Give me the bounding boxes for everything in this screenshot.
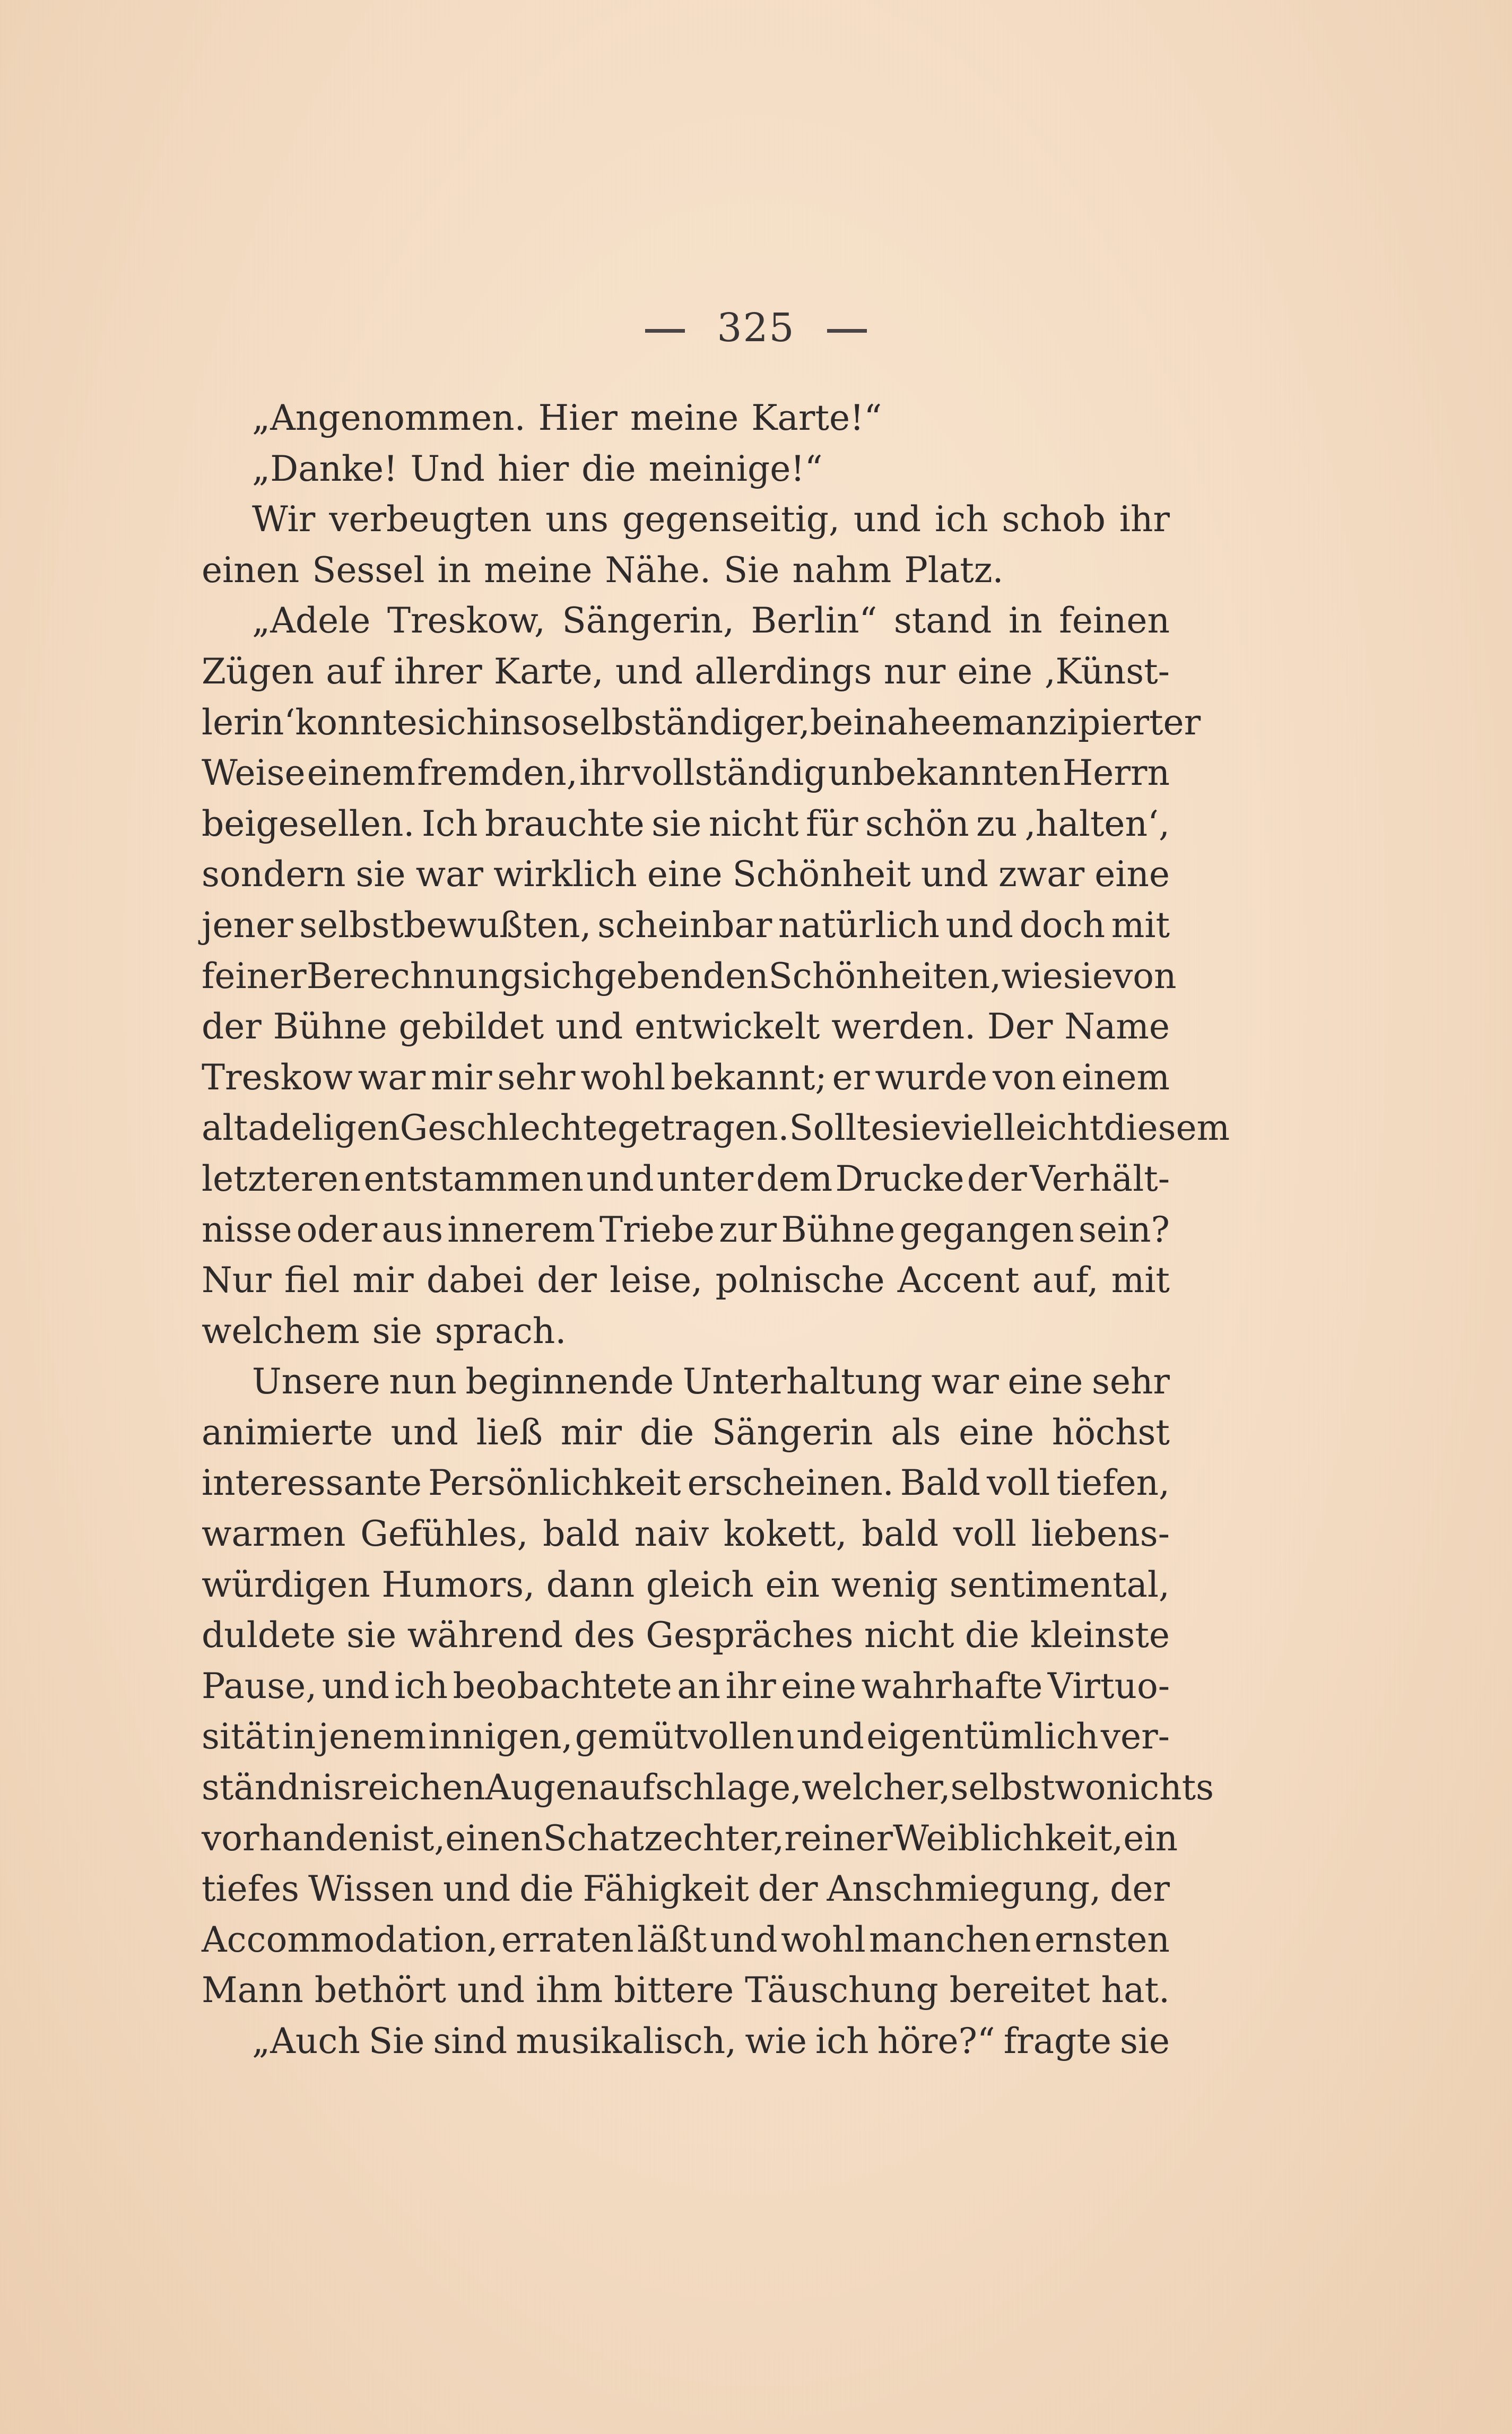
word: ihm — [536, 1970, 603, 2011]
word: des — [573, 1615, 635, 1656]
text-line — [202, 1306, 1170, 1357]
word: Weise — [202, 752, 306, 794]
word: war — [358, 1056, 426, 1098]
word: duldete — [202, 1615, 336, 1656]
word: beginnende — [465, 1361, 674, 1402]
word: in — [437, 549, 472, 591]
word: in — [1009, 600, 1042, 642]
word: nichts — [1106, 1767, 1214, 1808]
word: ein — [1123, 1817, 1178, 1859]
word: sehr — [497, 1056, 576, 1098]
word: zur — [719, 1209, 777, 1250]
text-line — [202, 1407, 1170, 1458]
word: sind — [433, 2021, 508, 2061]
word: sein? — [1078, 1209, 1170, 1250]
text-line — [202, 951, 1177, 1002]
word: sich — [417, 701, 489, 743]
word: Sie — [368, 2021, 425, 2061]
word: Persönlichkeit — [428, 1462, 681, 1504]
word: ständnisreichen — [202, 1767, 485, 1808]
word: scheinbar — [597, 904, 772, 946]
word: eine — [647, 854, 723, 895]
text-line — [202, 444, 1170, 495]
word: Karte, — [493, 651, 604, 692]
text-line — [202, 1661, 1170, 1712]
word: Accommodation, — [202, 1919, 498, 1960]
word: auf — [326, 651, 383, 692]
text-line — [202, 646, 1170, 697]
word: wirklich — [493, 854, 637, 895]
word: dabei — [426, 1260, 524, 1301]
word: ernsten — [1034, 1919, 1170, 1960]
word: vorhanden — [202, 1817, 391, 1859]
text-line — [202, 1458, 1170, 1509]
text-line — [202, 1864, 1170, 1915]
word: jener — [202, 904, 293, 946]
text-line — [202, 1001, 1170, 1052]
word: er — [832, 1056, 870, 1098]
word: bittere — [614, 1970, 734, 2011]
word: hat. — [1101, 1970, 1170, 2011]
word: beigesellen. — [202, 803, 415, 844]
text-line — [202, 1711, 1170, 1762]
word: Sie — [724, 549, 780, 591]
word: unbekannten — [828, 752, 1061, 794]
word: höre?“ — [877, 2021, 995, 2061]
word: „Auch — [252, 2021, 360, 2061]
text-line — [202, 545, 1170, 596]
text-line — [202, 1915, 1170, 1965]
word: fremden, — [417, 752, 578, 794]
word: würdigen — [202, 1564, 370, 1605]
word: „Adele — [252, 600, 371, 642]
word: Name — [1064, 1006, 1170, 1047]
word: ‚Künst- — [1044, 651, 1170, 692]
word: ver- — [1100, 1716, 1170, 1757]
word: hier — [497, 448, 569, 489]
word: wahrhafte — [861, 1665, 1043, 1707]
word: Virtuo- — [1047, 1665, 1170, 1707]
word: der — [202, 1006, 262, 1047]
word: tiefes — [202, 1868, 300, 1910]
word: gemütvollen — [575, 1716, 795, 1757]
text-line — [202, 1255, 1170, 1306]
word: sie — [346, 1615, 397, 1656]
word: Gefühles, — [360, 1513, 528, 1555]
word: sie — [891, 1107, 942, 1149]
text-line — [202, 1813, 1178, 1864]
word: Sessel — [312, 549, 425, 591]
word: mit — [1111, 904, 1170, 946]
word: Hier — [538, 397, 618, 438]
word: läßt — [637, 1919, 707, 1960]
word: ‚halten‘, — [1024, 803, 1170, 844]
word: Ich — [421, 803, 478, 844]
text-line — [202, 494, 1170, 545]
word: ihr — [1119, 499, 1170, 540]
word: gegangen — [899, 1209, 1074, 1250]
word: Verhält- — [1030, 1158, 1170, 1199]
word: echter, — [662, 1817, 785, 1859]
word: als — [891, 1411, 941, 1453]
word: während — [407, 1615, 563, 1656]
word: selbstbewußten, — [299, 904, 592, 946]
text-line — [202, 1560, 1170, 1610]
word: entwickelt — [635, 1006, 820, 1047]
word: wie — [745, 2021, 807, 2061]
word: die — [639, 1411, 694, 1453]
word: welcher, — [802, 1767, 951, 1808]
word: sie — [1119, 2021, 1170, 2061]
word: Bald — [900, 1462, 981, 1504]
word: sprach. — [435, 1310, 567, 1352]
word: Karte!“ — [751, 397, 882, 438]
word: Treskow, — [387, 600, 545, 642]
word: Bühne — [781, 1209, 896, 1250]
word: bald — [543, 1513, 620, 1555]
text-line — [202, 1965, 1170, 2016]
word: reiner — [784, 1817, 893, 1859]
word: und — [920, 854, 988, 895]
word: war — [415, 854, 483, 895]
text-line — [202, 748, 1170, 799]
word: und — [390, 1411, 458, 1453]
word: selbst — [950, 1767, 1055, 1808]
word: ließ — [476, 1411, 543, 1453]
word: Sollte — [789, 1107, 892, 1149]
word: welchem — [202, 1310, 360, 1352]
text-line — [202, 1052, 1170, 1103]
word: polnische — [715, 1260, 885, 1301]
word: Fähigkeit — [583, 1868, 749, 1910]
word: der — [1110, 1868, 1170, 1910]
word: Pause, — [202, 1665, 317, 1707]
word: selbständiger, — [561, 701, 810, 743]
word: und — [853, 499, 922, 540]
word: innerem — [447, 1209, 595, 1250]
page-number: 325 — [717, 305, 795, 351]
word: unter — [656, 1158, 754, 1199]
word: Berlin“ — [751, 600, 877, 642]
word: konnte — [295, 701, 418, 743]
text-line — [202, 393, 1170, 444]
word: Sängerin, — [562, 600, 735, 642]
word: Treskow — [202, 1056, 353, 1098]
word: kokett, — [723, 1513, 847, 1555]
word: meine — [630, 397, 739, 438]
word: eine — [957, 651, 1033, 692]
word: sehr — [1091, 1361, 1170, 1402]
word: von — [993, 1056, 1056, 1098]
word: voll — [987, 1462, 1050, 1504]
word: stand — [893, 600, 992, 642]
word: Geschlechte — [399, 1107, 618, 1149]
word: bereitet — [949, 1970, 1090, 2011]
word: ihr — [579, 752, 630, 794]
text-line — [202, 799, 1170, 850]
word: von — [1113, 955, 1177, 997]
word: die — [519, 1868, 574, 1910]
word: wurde — [875, 1056, 988, 1098]
text-line — [202, 697, 1201, 748]
word: letzteren — [202, 1158, 361, 1199]
word: und — [615, 651, 683, 692]
word: ist, — [390, 1817, 446, 1859]
word: kleinste — [1030, 1615, 1170, 1656]
word: und — [321, 1665, 389, 1707]
word: ihr — [725, 1665, 776, 1707]
word: meine — [484, 549, 593, 591]
word: wohl — [580, 1056, 666, 1098]
word: leise, — [610, 1260, 703, 1301]
word: Herrn — [1062, 752, 1170, 794]
word: verbeugten — [329, 499, 532, 540]
text-line — [202, 1205, 1170, 1255]
text-line — [202, 900, 1170, 951]
text-line — [202, 849, 1170, 900]
word: bethört — [314, 1970, 446, 2011]
word: und — [586, 1158, 654, 1199]
word: war — [931, 1361, 999, 1402]
word: Täuschung — [745, 1970, 939, 2011]
word: in — [282, 1716, 316, 1757]
word: mir — [431, 1056, 492, 1098]
word: wo — [1055, 1767, 1106, 1808]
word: die — [581, 448, 636, 489]
word: an — [677, 1665, 721, 1707]
word: und — [796, 1716, 864, 1757]
word: und — [710, 1919, 778, 1960]
word: natürlich — [778, 904, 940, 946]
word: einem — [307, 752, 416, 794]
word: bald — [862, 1513, 939, 1555]
word: gebenden — [594, 955, 769, 997]
word: und — [945, 904, 1013, 946]
word: nisse — [202, 1209, 292, 1250]
word: emanzipierter — [951, 701, 1201, 743]
word: tiefen, — [1056, 1462, 1170, 1504]
word: beobachtete — [453, 1665, 672, 1707]
word: der — [537, 1260, 597, 1301]
word: Gespräches — [646, 1615, 854, 1656]
word: erscheinen. — [687, 1462, 894, 1504]
word: allerdings — [694, 651, 872, 692]
word: auf, — [1032, 1260, 1099, 1301]
word: sich — [523, 955, 594, 997]
word: diesem — [1103, 1107, 1230, 1149]
word: zwar — [998, 854, 1085, 895]
word: schob — [1002, 499, 1106, 540]
word: dem — [756, 1158, 833, 1199]
word: Mann — [202, 1970, 303, 2011]
text-line — [202, 1610, 1170, 1661]
word: jenem — [318, 1716, 427, 1757]
word: gleich — [646, 1564, 754, 1605]
word: eine — [781, 1665, 857, 1707]
word: Schatz — [543, 1817, 663, 1859]
word: fragte — [1003, 2021, 1111, 2061]
word: zu — [976, 803, 1018, 844]
word: in — [489, 701, 523, 743]
word: sie — [1063, 955, 1113, 997]
word: ich — [815, 2021, 869, 2061]
text-line — [202, 1154, 1170, 1205]
body-text — [202, 393, 1230, 2067]
word: Der — [987, 1006, 1053, 1047]
text-line — [202, 2016, 1170, 2067]
word: mir — [560, 1411, 622, 1453]
word: nun — [389, 1361, 457, 1402]
word: gegenseitig, — [622, 499, 840, 540]
word: schön — [865, 803, 969, 844]
word: bekannt; — [671, 1056, 827, 1098]
word: eine — [1007, 1361, 1083, 1402]
text-line — [202, 1103, 1230, 1154]
word: doch — [1019, 904, 1106, 946]
word: Schönheit — [732, 854, 911, 895]
word: wenig — [831, 1564, 939, 1605]
word: sität — [202, 1716, 280, 1757]
word: sondern — [202, 854, 346, 895]
word: „Danke! — [252, 448, 398, 489]
word: Unterhaltung — [682, 1361, 923, 1402]
word: fiel — [284, 1260, 340, 1301]
text-line — [202, 1356, 1170, 1407]
word: brauchte — [485, 803, 645, 844]
word: Weiblichkeit, — [893, 1817, 1124, 1859]
word: wohl — [780, 1919, 866, 1960]
text-line — [202, 1509, 1170, 1560]
word: und — [442, 1868, 511, 1910]
word: Zügen — [202, 651, 315, 692]
word: gebildet — [398, 1006, 544, 1047]
word: Anschmiegung, — [827, 1868, 1101, 1910]
word: dann — [546, 1564, 635, 1605]
word: eine — [1094, 854, 1170, 895]
word: oder — [296, 1209, 378, 1250]
word: aus — [381, 1209, 444, 1250]
word: Sängerin — [711, 1411, 873, 1453]
word: getragen. — [618, 1107, 789, 1149]
word: ihrer — [394, 651, 482, 692]
word: werden. — [831, 1006, 976, 1047]
word: sie — [355, 854, 406, 895]
word: erraten — [501, 1919, 634, 1960]
word: meinige!“ — [648, 448, 823, 489]
word: vollständig — [631, 752, 827, 794]
word: einem — [1061, 1056, 1170, 1098]
word: eine — [959, 1411, 1035, 1453]
word: und — [555, 1006, 623, 1047]
word: warmen — [202, 1513, 346, 1555]
word: eigentümlich — [866, 1716, 1099, 1757]
word: vielleicht — [941, 1107, 1104, 1149]
word: entstammen — [363, 1158, 584, 1199]
word: Berechnung — [306, 955, 523, 997]
word: altadeligen — [202, 1107, 400, 1149]
page-header — [0, 305, 1512, 351]
word: sentimental, — [949, 1564, 1170, 1605]
text-line — [202, 595, 1170, 646]
word: Triebe — [599, 1209, 715, 1250]
word: feinen — [1059, 600, 1170, 642]
text-line — [202, 1762, 1214, 1813]
word: feiner — [202, 955, 307, 997]
word: sie — [651, 803, 702, 844]
word: Drucke — [835, 1158, 964, 1199]
word: Platz. — [904, 549, 1004, 591]
header-dash-left — [645, 329, 685, 333]
word: Augenaufschlage, — [485, 1767, 802, 1808]
word: höchst — [1052, 1411, 1170, 1453]
word: Accent — [897, 1260, 1020, 1301]
word: animierte — [202, 1411, 373, 1453]
word: der — [758, 1868, 818, 1910]
word: interessante — [202, 1462, 422, 1504]
word: einen — [445, 1817, 543, 1859]
word: einen — [202, 549, 300, 591]
word: so — [522, 701, 562, 743]
word: „Angenommen. — [252, 397, 526, 438]
word: Nähe. — [605, 549, 711, 591]
word: nicht — [864, 1615, 954, 1656]
word: der — [967, 1158, 1027, 1199]
word: beinahe — [810, 701, 951, 743]
word: mit — [1111, 1260, 1170, 1301]
word: wie — [1001, 955, 1063, 997]
word: Bühne — [273, 1006, 387, 1047]
word: und — [457, 1970, 525, 2011]
word: ein — [765, 1564, 820, 1605]
word: ich — [935, 499, 988, 540]
word: Schönheiten, — [768, 955, 1002, 997]
word: nur — [883, 651, 946, 692]
word: Wir — [252, 499, 316, 540]
word: uns — [545, 499, 609, 540]
word: innigen, — [428, 1716, 573, 1757]
word: Unsere — [252, 1361, 380, 1402]
word: liebens- — [1031, 1513, 1170, 1555]
word: Nur — [202, 1260, 272, 1301]
word: Und — [410, 448, 485, 489]
word: sie — [372, 1310, 422, 1352]
word: naiv — [634, 1513, 709, 1555]
word: für — [806, 803, 858, 844]
word: nahm — [792, 549, 892, 591]
word: Wissen — [308, 1868, 435, 1910]
word: voll — [953, 1513, 1016, 1555]
word: Humors, — [381, 1564, 535, 1605]
word: nicht — [708, 803, 799, 844]
word: manchen — [869, 1919, 1031, 1960]
header-dash-right — [827, 329, 867, 333]
word: lerin‘ — [202, 701, 296, 743]
word: ich — [394, 1665, 448, 1707]
word: musikalisch, — [516, 2021, 737, 2061]
word: die — [964, 1615, 1020, 1656]
word: mir — [352, 1260, 414, 1301]
